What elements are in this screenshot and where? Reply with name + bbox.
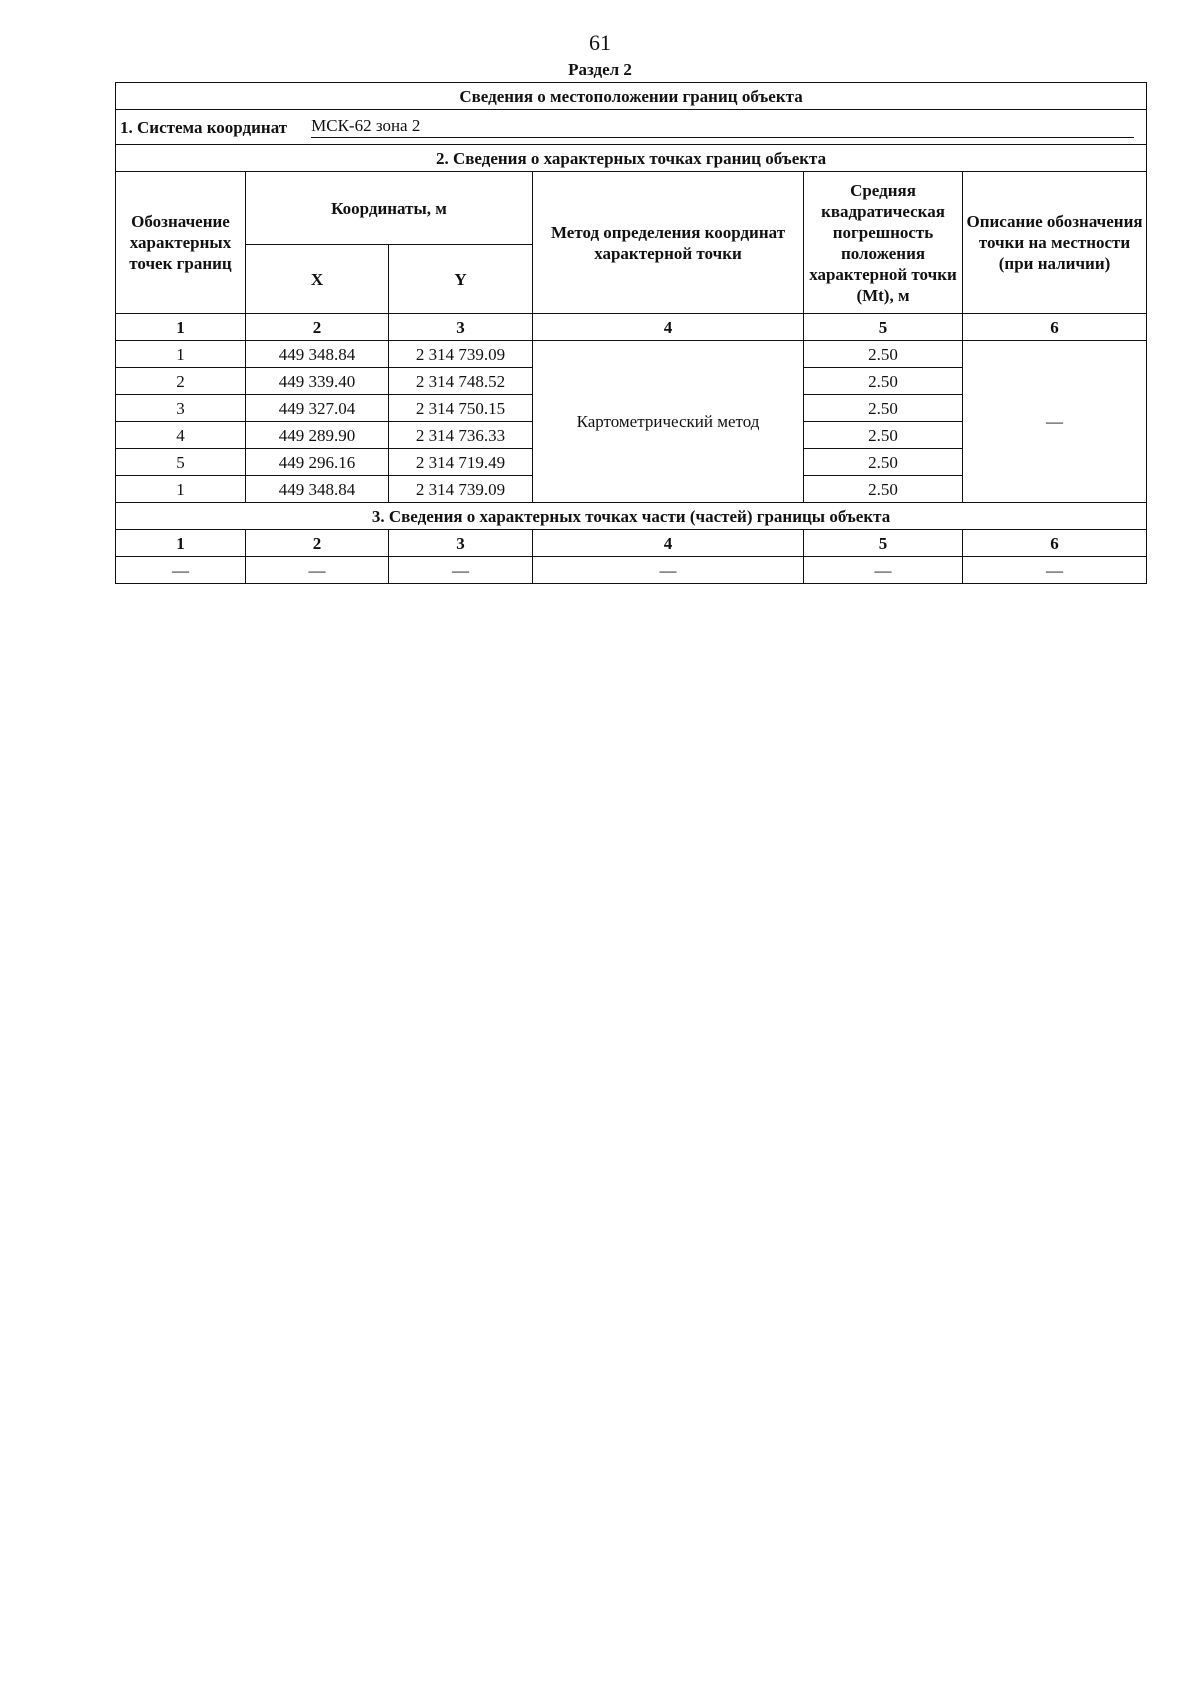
point-number: 2 — [116, 368, 246, 395]
table-row — [116, 341, 1147, 368]
table-main-title: Сведения о местоположении границ объекта — [116, 83, 1147, 110]
point-number: 1 — [116, 341, 246, 368]
empty-dash: — — [116, 557, 246, 584]
coordinate-system-row — [116, 110, 1147, 145]
header-coordinates: Координаты, м — [246, 172, 533, 245]
coord-y: 2 314 739.09 — [389, 476, 533, 503]
empty-dash: — — [246, 557, 389, 584]
coordinate-system-label: 1. Система координат — [120, 118, 288, 137]
coord-x: 449 289.90 — [246, 422, 389, 449]
coord-x: 449 339.40 — [246, 368, 389, 395]
header-description: Описание обозначения точки на местности (при наличии) — [963, 172, 1147, 314]
coord-y: 2 314 736.33 — [389, 422, 533, 449]
header-error: Средняя квадратическая погрешность положения характерной точки (Mt), м — [804, 172, 963, 314]
column-number: 2 — [246, 314, 389, 341]
coord-x: 449 348.84 — [246, 341, 389, 368]
page-number: 61 — [589, 30, 611, 55]
coord-x: 449 296.16 — [246, 449, 389, 476]
header-method: Метод определения координат характерной точки — [533, 172, 804, 314]
coord-x: 449 327.04 — [246, 395, 389, 422]
column-number: 2 — [246, 530, 389, 557]
error-value: 2.50 — [804, 449, 963, 476]
column-number: 3 — [389, 314, 533, 341]
empty-dash: — — [389, 557, 533, 584]
header-y: Y — [389, 245, 533, 314]
error-value: 2.50 — [804, 476, 963, 503]
point-number: 4 — [116, 422, 246, 449]
point-number: 5 — [116, 449, 246, 476]
column-number: 4 — [533, 314, 804, 341]
column-number: 6 — [963, 530, 1147, 557]
description-value: — — [963, 341, 1147, 503]
error-value: 2.50 — [804, 341, 963, 368]
coord-x: 449 348.84 — [246, 476, 389, 503]
empty-dash: — — [963, 557, 1147, 584]
coord-y: 2 314 739.09 — [389, 341, 533, 368]
section3-numbers-row — [116, 530, 1147, 557]
header-designation: Обозначение характерных точек границ — [116, 172, 246, 314]
coordinate-system-value: МСК-62 зона 2 — [311, 116, 1134, 138]
error-value: 2.50 — [804, 422, 963, 449]
method-value: Картометрический метод — [533, 341, 804, 503]
coord-y: 2 314 750.15 — [389, 395, 533, 422]
point-number: 3 — [116, 395, 246, 422]
section3-row — [116, 557, 1147, 584]
column-number: 4 — [533, 530, 804, 557]
column-number: 5 — [804, 530, 963, 557]
column-numbers-row — [116, 314, 1147, 341]
boundary-table — [115, 82, 1147, 584]
column-number: 1 — [116, 530, 246, 557]
empty-dash: — — [533, 557, 804, 584]
coord-y: 2 314 748.52 — [389, 368, 533, 395]
empty-dash: — — [804, 557, 963, 584]
coord-y: 2 314 719.49 — [389, 449, 533, 476]
point-number: 1 — [116, 476, 246, 503]
column-number: 1 — [116, 314, 246, 341]
header-x: X — [246, 245, 389, 314]
section-title: Раздел 2 — [568, 60, 632, 79]
column-number: 5 — [804, 314, 963, 341]
section2-title: 2. Сведения о характерных точках границ объекта — [116, 145, 1147, 172]
error-value: 2.50 — [804, 368, 963, 395]
column-number: 6 — [963, 314, 1147, 341]
error-value: 2.50 — [804, 395, 963, 422]
section3-title: 3. Сведения о характерных точках части (частей) границы объекта — [116, 503, 1147, 530]
column-number: 3 — [389, 530, 533, 557]
